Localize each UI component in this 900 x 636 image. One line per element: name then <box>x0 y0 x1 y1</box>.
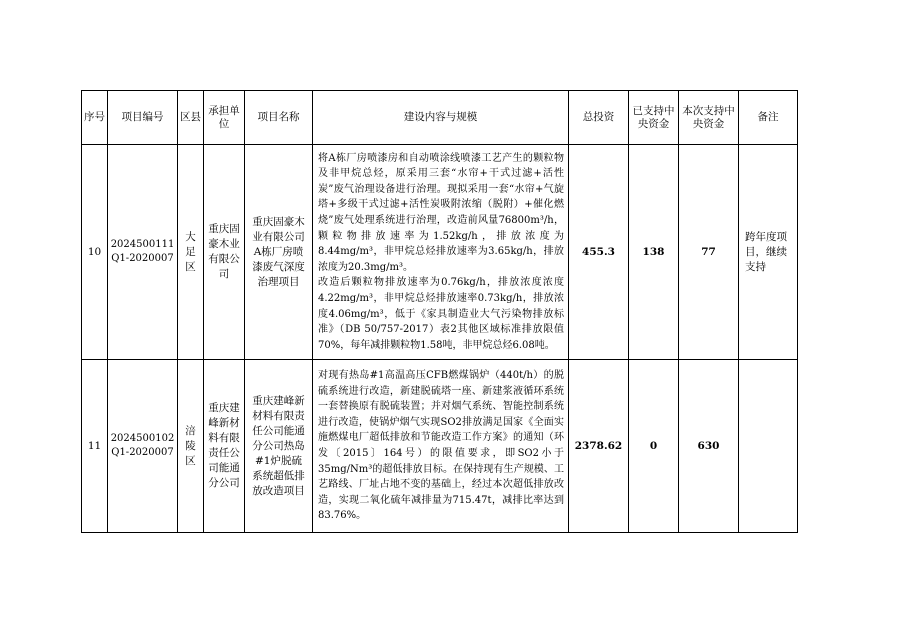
row-total: 2378.62 <box>569 360 629 533</box>
row-this-time: 77 <box>679 145 739 360</box>
row-supported: 138 <box>629 145 679 360</box>
table-row <box>82 360 798 533</box>
table-row <box>82 145 798 360</box>
row-code-text: 2024500111 Q1-2020007 <box>110 239 175 264</box>
row-district: 大足区 <box>178 145 204 360</box>
row-code-text: 2024500102 Q1-2020007 <box>110 433 175 458</box>
row-this-time: 630 <box>679 360 739 533</box>
row-supported: 0 <box>629 360 679 533</box>
project-table <box>81 90 798 533</box>
header-unit: 承担单位 <box>204 91 245 145</box>
row-total: 455.3 <box>569 145 629 360</box>
row-name: 重庆固豪木业有限公司A栋厂房喷漆废气深度治理项目 <box>245 145 313 360</box>
row-code <box>108 145 178 360</box>
header-supported: 已支持中央资金 <box>629 91 679 145</box>
header-row <box>82 91 798 145</box>
row-remark <box>739 360 798 533</box>
row-remark: 跨年度项目，继续支持 <box>739 145 798 360</box>
row-district: 涪陵区 <box>178 360 204 533</box>
header-remark: 备注 <box>739 91 798 145</box>
header-seq: 序号 <box>82 91 108 145</box>
header-district: 区县 <box>178 91 204 145</box>
header-total: 总投资 <box>569 91 629 145</box>
row-content <box>313 360 569 533</box>
row-seq: 10 <box>82 145 108 360</box>
row-unit: 重庆固豪木业有限公司 <box>204 145 245 360</box>
header-name: 项目名称 <box>245 91 313 145</box>
header-this-time: 本次支持中央资金 <box>679 91 739 145</box>
header-content: 建设内容与规模 <box>313 91 569 145</box>
row-name: 重庆建峰新材料有限责任公司能通分公司热岛#1炉脱硫系统超低排放改造项目 <box>245 360 313 533</box>
row-seq: 11 <box>82 360 108 533</box>
row-content-paragraph: 将A栋厂房喷漆房和自动喷涂线喷漆工艺产生的颗粒物及非甲烷总烃，原采用三套“水帘+干式过滤+活性炭”废气治理设备进行治理。现拟采用一套“水帘+气旋塔+多级干式过滤+活性炭吸附浓缩（脱附）+催化燃烧”废气处理系统进行治理，改造前风量76800m³/h，颗粒物排放速率为1.52kg/h，排放浓度为8.44mg/m³，非甲烷总烃排放速率为3.65kg/h，排放浓度为20.3mg/m³。 <box>318 152 564 273</box>
row-content <box>313 145 569 360</box>
header-code: 项目编号 <box>108 91 178 145</box>
row-content-paragraph: 改造后颗粒物排放速率为0.76kg/h，排放浓度浓度4.22mg/m³，非甲烷总烃排放速率0.73kg/h，排放浓度4.06mg/m³，低于《家具制造业大气污染物排放标准》（DB 50/757-2017）表2其他区域标准排放限值70%，每年减排颗粒物1.58吨，非甲烷总烃6.08吨。 <box>318 277 564 351</box>
row-content-paragraph: 对现有热岛#1高温高压CFB燃煤锅炉（440t/h）的脱硫系统进行改造，新建脱硫塔一座、新建浆液循环系统一套替换原有脱硫装置；并对烟气系统、智能控制系统进行改造，使锅炉烟气实现SO2排放满足国家《全面实施燃煤电厂超低排放和节能改造工作方案》的通知（环发〔2015〕164号）的限值要求，即SO2小于35mg/Nm³的超低排放目标。在保持现有生产规模、工艺路线、厂址占地不变的基础上，经过本次超低排放改造，实现二氧化硫年减排量为715.47t，减排比率达到83.76%。 <box>318 370 564 522</box>
row-unit: 重庆建峰新材料有限责任公司能通分公司 <box>204 360 245 533</box>
row-code <box>108 360 178 533</box>
